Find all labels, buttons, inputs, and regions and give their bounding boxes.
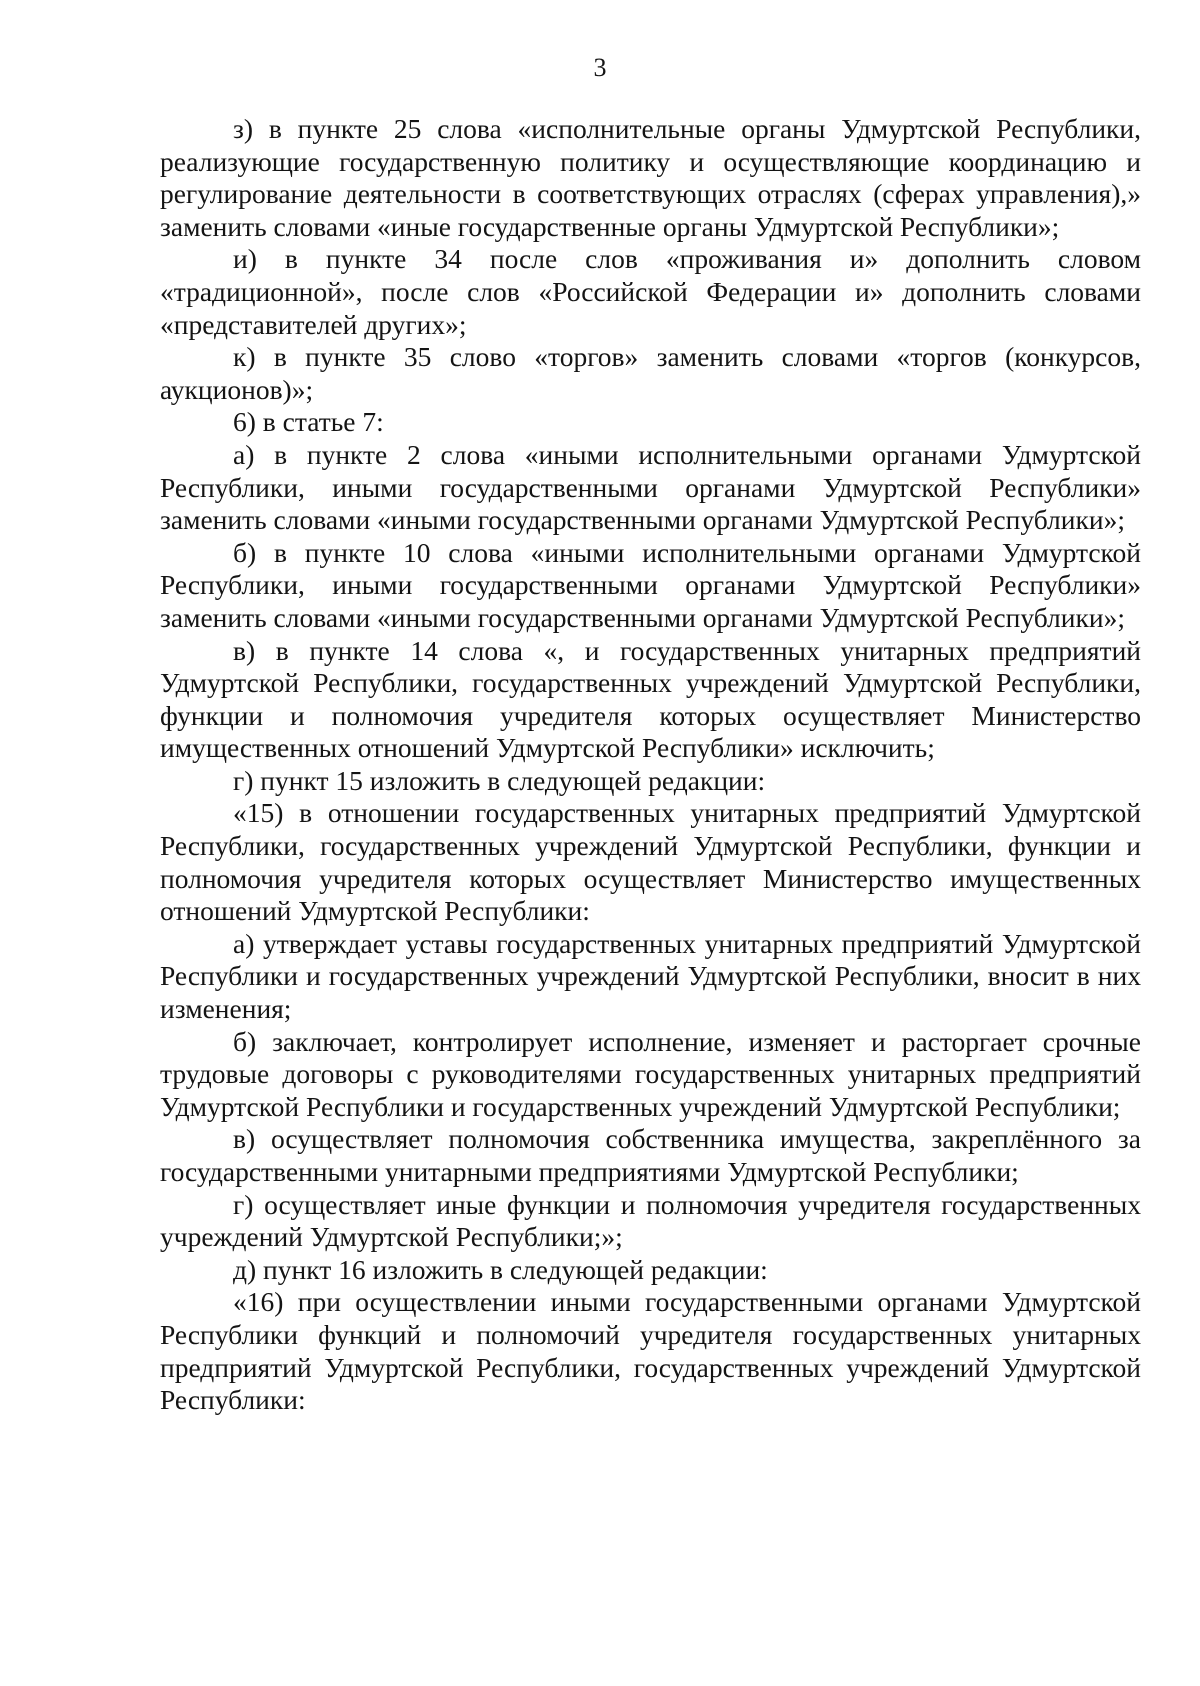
paragraph-k-point-35: к) в пункте 35 слово «торгов» заменить словами «торгов (конкурсов, аукционов)»; xyxy=(160,341,1141,405)
paragraph-b-point-10: б) в пункте 10 слова «иными исполнительными органами Удмуртской Республики, иными государственными органами Удмуртской Республики» заменить словами «иными государственными органами Удмуртской Республики»; xyxy=(160,536,1141,633)
paragraph-15-a: а) утверждает уставы государственных унитарных предприятий Удмуртской Республики и государственных учреждений Удмуртской Республики, вносит в них изменения; xyxy=(160,927,1141,1025)
paragraph-g-point-15: г) пункт 15 изложить в следующей редакции: xyxy=(233,764,766,796)
paragraph-15-b: б) заключает, контролирует исполнение, изменяет и расторгает срочные трудовые договоры с руководителями государственных унитарных предприятий Удмуртской Республики и государственных учреждений Удмуртской Республики; xyxy=(160,1025,1141,1122)
paragraph-v-point-14: в) в пункте 14 слова «, и государственных унитарных предприятий Удмуртской Республики, государственных учреждений Удмуртской Республики, функции и полномочия учредителя которых осуществляет Министерство имущественных отношений Удмуртской Республики» исключить; xyxy=(160,634,1141,764)
paragraph-15-v: в) осуществляет полномочия собственника имущества, закреплённого за государственными унитарными предприятиями Удмуртской Республики; xyxy=(160,1123,1141,1187)
paragraph-d-point-16: д) пункт 16 изложить в следующей редакции: xyxy=(233,1253,768,1285)
paragraph-15-g: г) осуществляет иные функции и полномочия учредителя государственных учреждений Удмуртской Республики;»; xyxy=(160,1188,1141,1253)
page-number: 3 xyxy=(593,53,607,82)
paragraph-point-16-text: «16) при осуществлении иными государственными органами Удмуртской Республики функций и полномочий учредителя государственных унитарных предприятий Удмуртской Республики, государственных учреждений Удмуртской Республики: xyxy=(160,1286,1141,1416)
paragraph-a-point-2: а) в пункте 2 слова «иными исполнительными органами Удмуртской Республики, иными государственными органами Удмуртской Республики» заменить словами «иными государственными органами Удмуртской Республики»; xyxy=(160,438,1141,536)
document-body xyxy=(160,113,1141,1417)
paragraph-point-15-text: «15) в отношении государственных унитарных предприятий Удмуртской Республики, государственных учреждений Удмуртской Республики, функции и полномочия учредителя которых осуществляет Министерство имущественных отношений Удмуртской Республики: xyxy=(160,797,1141,927)
paragraph-article-7: 6) в статье 7: xyxy=(233,406,384,438)
paragraph-i-point-34: и) в пункте 34 после слов «проживания и» дополнить словом «традиционной», после слов «Российской Федерации и» дополнить словами «представителей других»; xyxy=(160,243,1141,340)
paragraph-z-point-25: з) в пункте 25 слова «исполнительные органы Удмуртской Республики, реализующие государственную политику и осуществляющие координацию и регулирование деятельности в соответствующих отраслях (сферах управления),» заменить словами «иные государственные органы Удмуртской Республики»; xyxy=(160,113,1141,242)
